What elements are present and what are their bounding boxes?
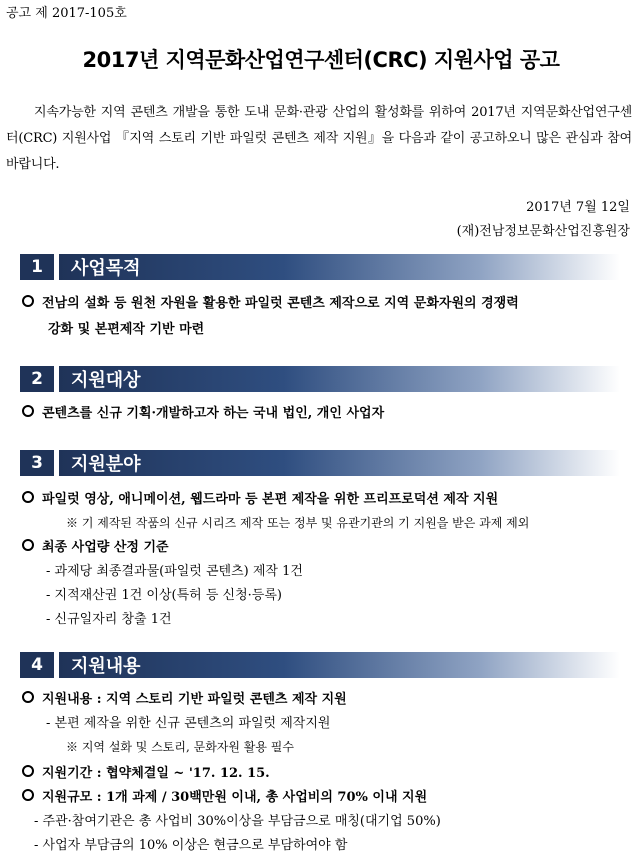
section-4-bullet-3: 지원규모 : 1개 과제 / 30백만원 이내, 총 사업비의 70% 이내 지원 bbox=[22, 786, 427, 805]
section-2-heading: 지원대상 bbox=[59, 366, 620, 392]
section-1-heading: 사업목적 bbox=[59, 254, 620, 280]
circle-bullet-icon bbox=[22, 491, 34, 503]
page-title: 2017년 지역문화산업연구센터(CRC) 지원사업 공고 bbox=[82, 48, 560, 72]
section-2-header bbox=[20, 366, 620, 392]
section-4-item-1: - 본편 제작을 위한 신규 콘텐츠의 파일럿 제작지원 bbox=[46, 716, 331, 731]
section-3-heading: 지원분야 bbox=[59, 450, 620, 476]
section-4-item-2: - 주관·참여기관은 총 사업비 30%이상을 부담금으로 매칭(대기업 50%) bbox=[34, 814, 441, 829]
section-4-item-3: - 사업자 부담금의 10% 이상은 현금으로 부담하여야 함 bbox=[34, 838, 348, 853]
section-4-bullet-2: 지원기간 : 협약체결일 ~ '17. 12. 15. bbox=[22, 762, 270, 781]
section-2-bullet: 콘텐츠를 신규 기획·개발하고자 하는 국내 법인, 개인 사업자 bbox=[22, 402, 384, 421]
section-4-header bbox=[20, 652, 620, 678]
section-4-bullet-1: 지원내용 : 지역 스토리 기반 파일럿 콘텐츠 제작 지원 bbox=[22, 688, 347, 707]
issuing-organization: (재)전남정보문화산업진흥원장 bbox=[456, 224, 630, 239]
section-3-note: ※ 기 제작된 작품의 신규 시리즈 제작 또는 정부 및 유관기관의 기 지원을 받은 과제 제외 bbox=[66, 516, 530, 530]
section-3-item-1: - 과제당 최종결과물(파일럿 콘텐츠) 제작 1건 bbox=[46, 564, 303, 579]
intro-paragraph: 지속가능한 지역 콘텐츠 개발을 통한 도내 문화·관광 산업의 활성화를 위하여 2017년 지역문화산업연구센터(CRC) 지원사업 『지역 스토리 기반 파일럿 콘텐츠 제작 지원』을 다음과 같이 공고하오니 많은 관심과 참여 바랍니다. bbox=[6, 105, 632, 172]
section-4-number: 4 bbox=[20, 652, 54, 678]
section-3-bullet-2: 최종 사업량 산정 기준 bbox=[22, 536, 169, 555]
section-1-bullet: 전남의 설화 등 원천 자원을 활용한 파일럿 콘텐츠 제작으로 지역 문화자원의 경쟁력 bbox=[22, 292, 519, 311]
section-3-header bbox=[20, 450, 620, 476]
circle-bullet-icon bbox=[22, 295, 34, 307]
section-1-number: 1 bbox=[20, 254, 54, 280]
section-3-item-3: - 신규일자리 창출 1건 bbox=[46, 612, 172, 627]
circle-bullet-icon bbox=[22, 765, 34, 777]
section-3-item-2: - 지적재산권 1건 이상(특허 등 신청·등록) bbox=[46, 588, 282, 603]
section-4-note: ※ 지역 설화 및 스토리, 문화자원 활용 필수 bbox=[66, 740, 294, 754]
section-1-bullet-cont: 강화 및 본편제작 기반 마련 bbox=[48, 322, 205, 337]
circle-bullet-icon bbox=[22, 789, 34, 801]
section-3-bullet-1: 파일럿 영상, 애니메이션, 웹드라마 등 본편 제작을 위한 프리프로덕션 제작 지원 bbox=[22, 488, 498, 507]
circle-bullet-icon bbox=[22, 691, 34, 703]
circle-bullet-icon bbox=[22, 405, 34, 417]
section-3-number: 3 bbox=[20, 450, 54, 476]
announcement-date: 2017년 7월 12일 bbox=[526, 200, 630, 215]
circle-bullet-icon bbox=[22, 539, 34, 551]
section-4-heading: 지원내용 bbox=[59, 652, 620, 678]
notice-number: 공고 제 2017-105호 bbox=[6, 6, 127, 21]
section-1-header bbox=[20, 254, 620, 280]
section-2-number: 2 bbox=[20, 366, 54, 392]
